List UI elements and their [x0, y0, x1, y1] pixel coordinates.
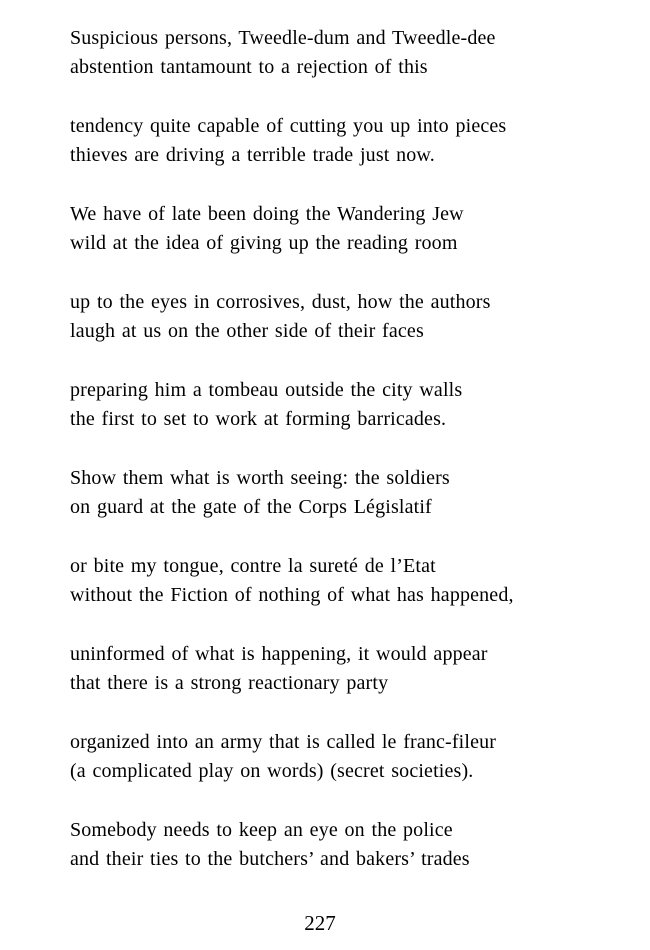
poem-line: uninformed of what is happening, it would appear: [70, 643, 488, 665]
poem-line: Suspicious persons, Tweedle-dum and Tweedle-dee: [70, 27, 496, 49]
stanza: [70, 552, 514, 610]
poem-line: tendency quite capable of cutting you up into pieces: [70, 115, 507, 137]
stanza: [70, 24, 514, 82]
poem-line: laugh at us on the other side of their faces: [70, 320, 424, 342]
stanza: [70, 376, 514, 434]
poem-line: the first to set to work at forming barricades.: [70, 408, 447, 430]
stanza: [70, 112, 514, 170]
poem-line: Show them what is worth seeing: the soldiers: [70, 467, 450, 489]
page-number: 227: [304, 911, 336, 935]
poem-line: Somebody needs to keep an eye on the police: [70, 819, 453, 841]
poem-line: and their ties to the butchers’ and bakers’ trades: [70, 848, 470, 870]
poem-line: or bite my tongue, contre la sureté de l’Etat: [70, 555, 436, 577]
poem-text-block: [70, 24, 514, 904]
poem-line: abstention tantamount to a rejection of this: [70, 56, 428, 78]
stanza: [70, 728, 514, 786]
stanza: [70, 464, 514, 522]
poem-line: (a complicated play on words) (secret societies).: [70, 760, 474, 782]
poem-line: We have of late been doing the Wandering Jew: [70, 203, 464, 225]
poem-line: thieves are driving a terrible trade just now.: [70, 144, 435, 166]
stanza: [70, 288, 514, 346]
stanza: [70, 640, 514, 698]
poem-line: preparing him a tombeau outside the city walls: [70, 379, 463, 401]
stanza: [70, 816, 514, 874]
poem-line: wild at the idea of giving up the reading room: [70, 232, 458, 254]
poem-line: that there is a strong reactionary party: [70, 672, 389, 694]
poem-line: without the Fiction of nothing of what has happened,: [70, 584, 514, 606]
poem-line: organized into an army that is called le franc-fileur: [70, 731, 497, 753]
stanza: [70, 200, 514, 258]
poem-line: up to the eyes in corrosives, dust, how the authors: [70, 291, 491, 313]
poem-line: on guard at the gate of the Corps Législatif: [70, 496, 432, 518]
